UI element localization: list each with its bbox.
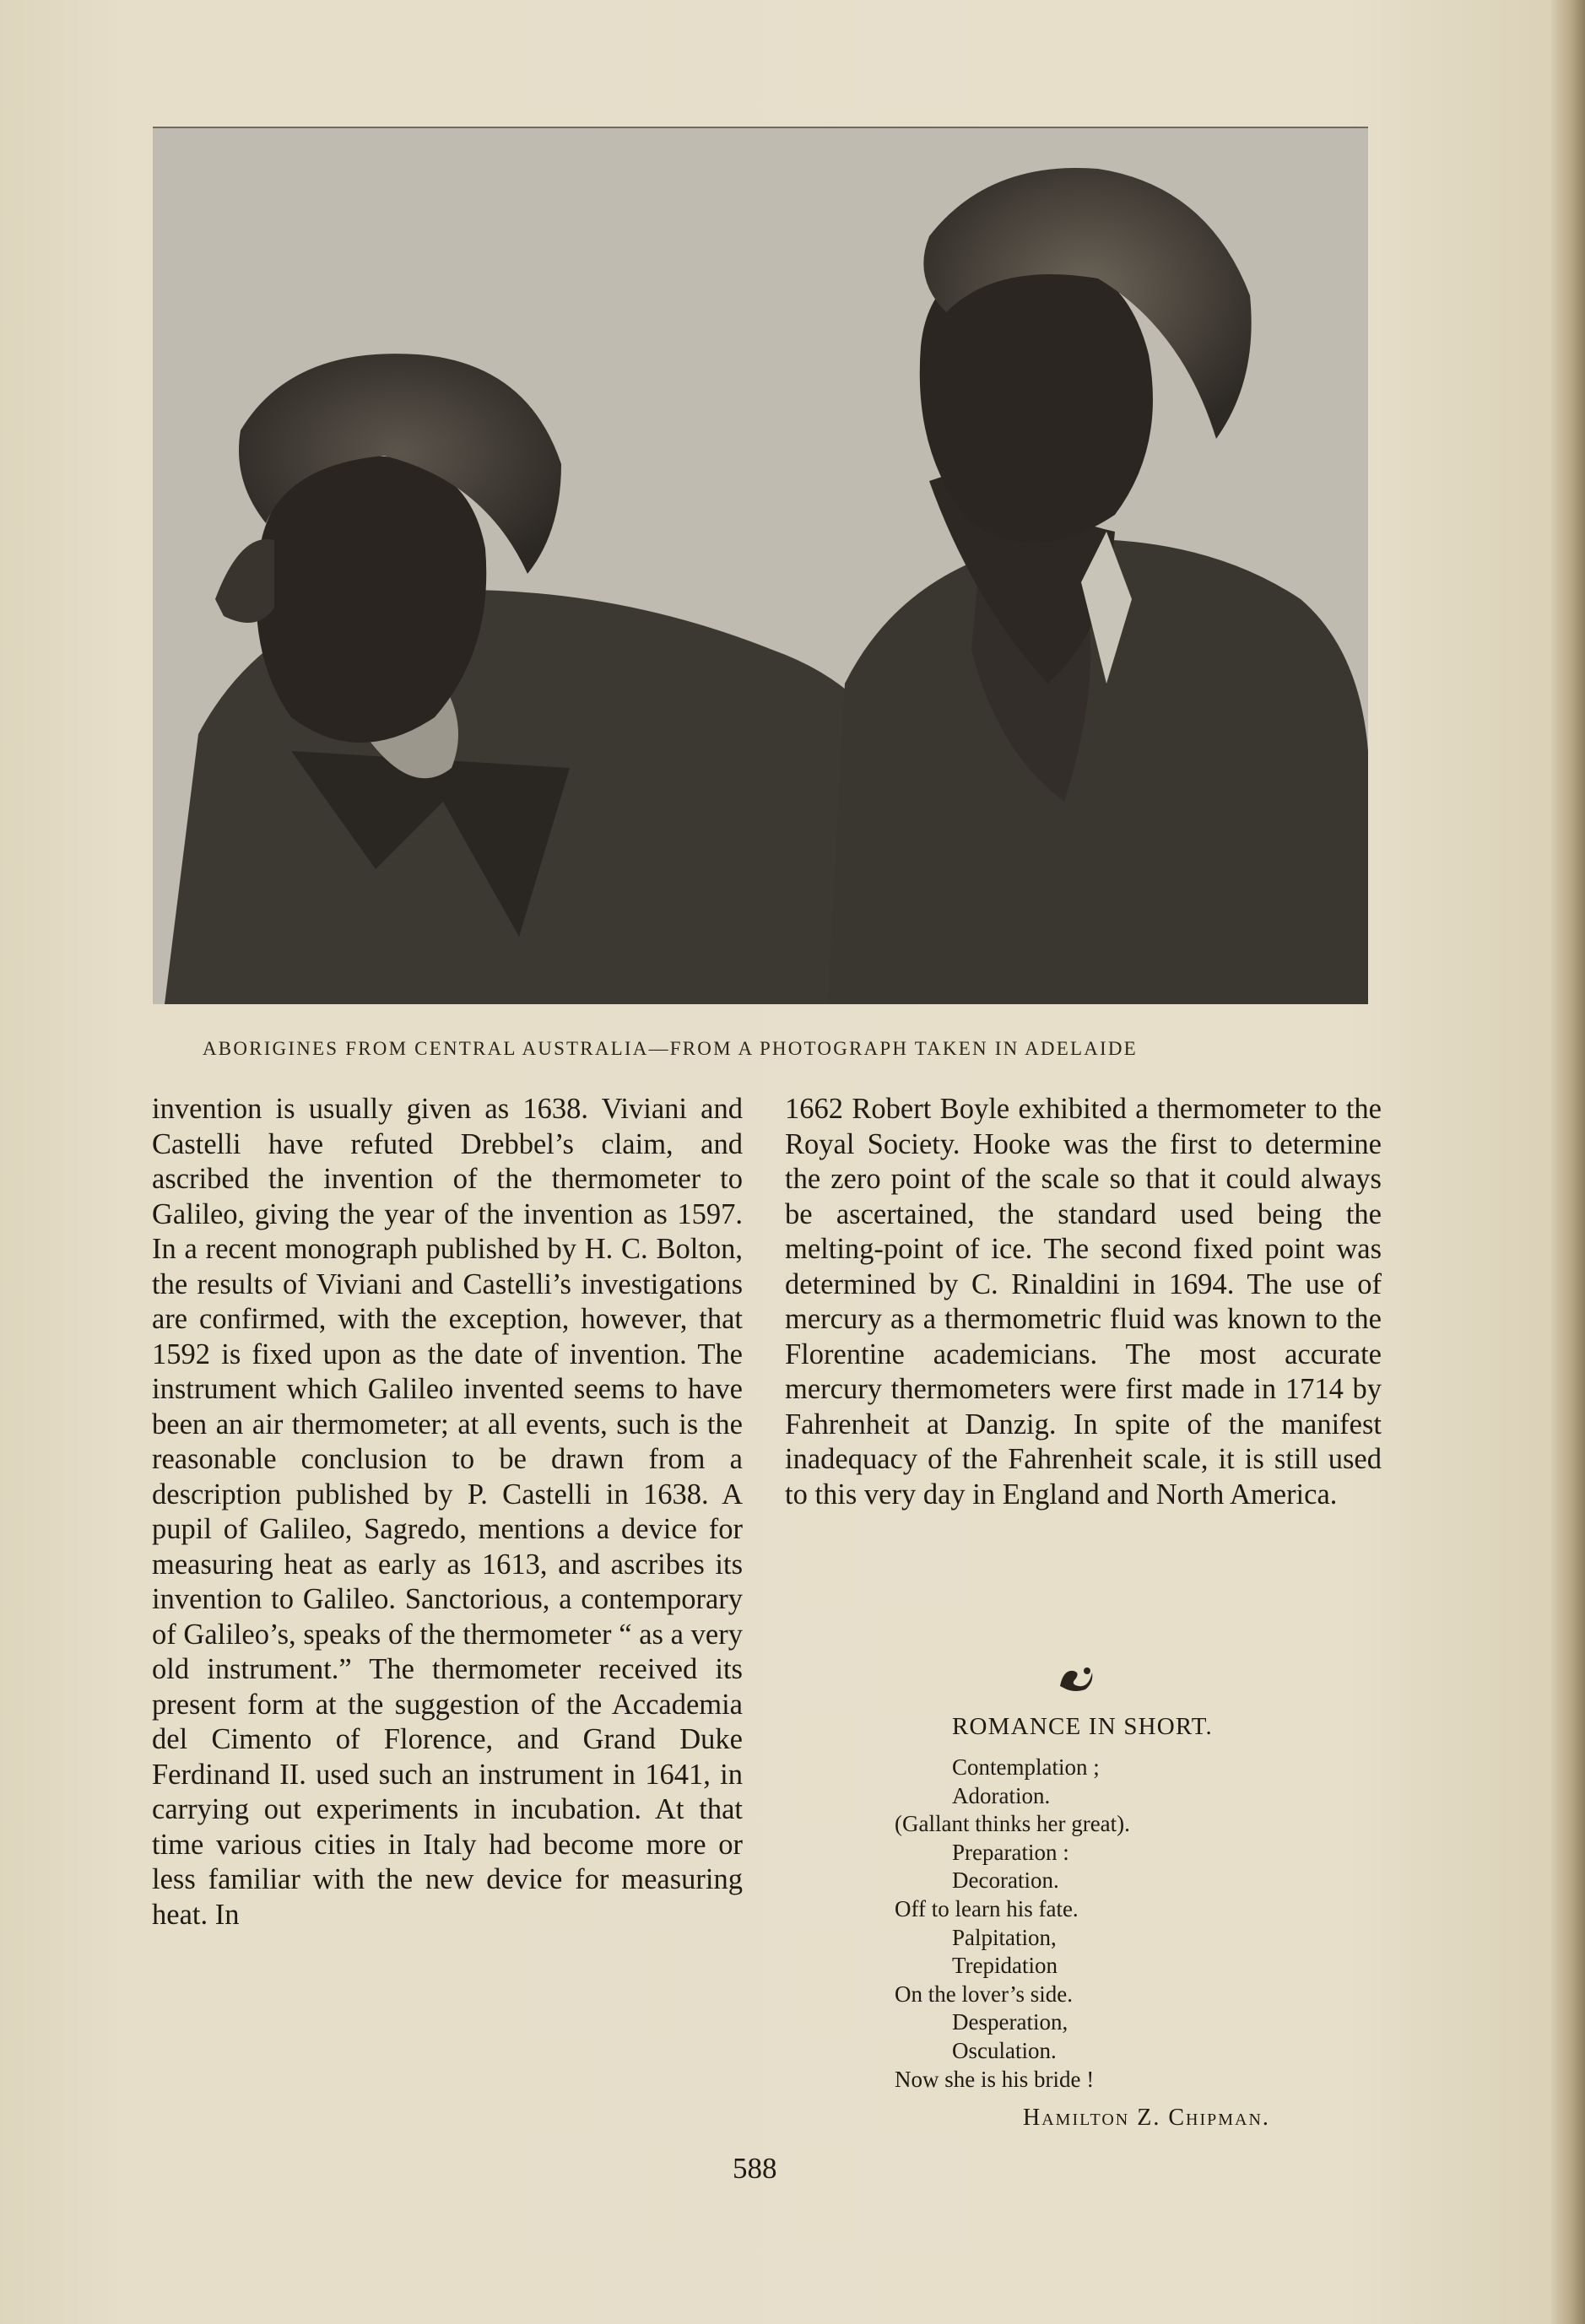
poem-line: Now she is his bride ! xyxy=(895,2066,1095,2092)
right-figure-portrait xyxy=(828,160,1368,1004)
photo-caption: ABORIGINES FROM CENTRAL AUSTRALIA—FROM A PHOTOGRAPH TAKEN IN ADELAIDE xyxy=(203,1038,1138,1059)
article-column-left xyxy=(152,1092,743,1932)
poem-title: ROMANCE IN SHORT. xyxy=(952,1713,1213,1740)
poem-line: Desperation, xyxy=(952,2009,1068,2035)
poem-line: Adoration. xyxy=(952,1782,1051,1808)
poem-line: Preparation : xyxy=(952,1839,1069,1865)
left-figure-portrait xyxy=(165,329,914,1004)
poem-author: Hamilton Z. Chipman. xyxy=(1023,2105,1270,2131)
photograph xyxy=(153,127,1368,1004)
poem-line: Osculation. xyxy=(952,2037,1057,2063)
poem-line: Off to learn his fate. xyxy=(895,1895,1079,1921)
poem-line: (Gallant thinks her great). xyxy=(895,1811,1130,1837)
article-paragraph-left: invention is usually given as 1638. Viviani and Castelli have refuted Drebbel’s claim, and ascribed the invention of the thermometer to Galileo, giving the year of the invention as 1597. In a recent monograph published by H. C. Bolton, the results of Viviani and Castelli’s investigations are confirmed, with the exception, however, that 1592 is fixed upon as the date of invention. The instrument which Galileo invented seems to have been an air thermometer; at all events, such is the reasonable conclusion to be drawn from a description published by P. Castelli in 1638. A pupil of Galileo, Sagredo, mentions a device for measuring heat as early as 1613, and ascribes its invention to Galileo. Sanctorious, a contemporary of Galileo’s, speaks of the thermometer “ as a very old instrument.” The thermometer received its present form at the suggestion of the Accademia del Cimento of Florence, and Grand Duke Ferdinand II. used such an instrument in 1641, in carrying out experiments in incubation. At that time various cities in Italy had become more or less familiar with the new device for measuring heat. In xyxy=(152,1093,743,1931)
page-number: 588 xyxy=(733,2152,777,2185)
article-paragraph-right: 1662 Robert Boyle exhibited a thermometer to the Royal Society. Hooke was the first to determine the zero point of the scale so that it could always be ascertained, the standard used being the melting-point of ice. The second fixed point was determined by C. Rinaldini in 1694. The use of mercury as a thermometric fluid was known to the Florentine academicians. The most accurate mercury thermometers were first made in 1714 by Fahrenheit at Danzig. In spite of the manifest inadequacy of the Fahrenheit scale, it is still used to this very day in England and North America. xyxy=(785,1093,1382,1511)
article-column-right xyxy=(785,1092,1382,1512)
fleuron-ornament-icon xyxy=(1055,1664,1097,1693)
page-binding-edge xyxy=(1551,0,1585,2324)
poem-line: Palpitation, xyxy=(952,1924,1057,1950)
poem-line: Trepidation xyxy=(952,1953,1058,1979)
poem-line: Decoration. xyxy=(952,1867,1059,1894)
poem-line: Contemplation ; xyxy=(952,1754,1100,1780)
poem-line: On the lover’s side. xyxy=(895,1981,1073,2007)
poem-body xyxy=(895,1754,1367,2094)
